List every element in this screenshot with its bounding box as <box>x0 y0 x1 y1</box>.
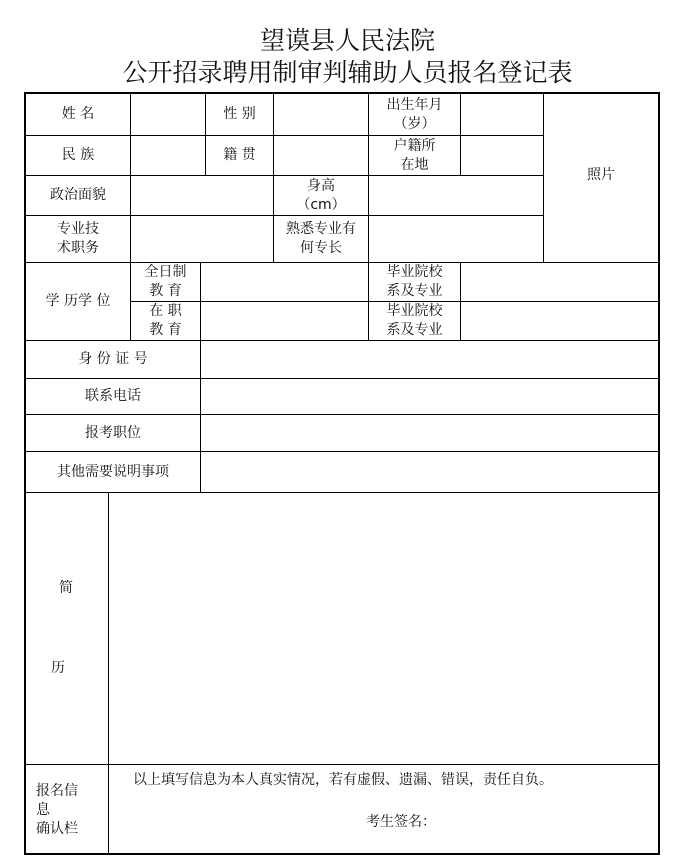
resume-label-char-1: 简 <box>59 579 73 596</box>
form-title-line-2: 公开招录聘用制审判辅助人员报名登记表 <box>122 58 573 87</box>
applied-position-field[interactable] <box>201 415 658 451</box>
fulltime-education-field[interactable] <box>201 263 368 301</box>
birth-date-field[interactable] <box>461 94 543 135</box>
native-place-label: 籍 贯 <box>223 147 256 163</box>
expertise-field[interactable] <box>369 216 543 262</box>
other-notes-field[interactable] <box>201 452 658 492</box>
confirmation-statement: 以上填写信息为本人真实情况，若有虚假、遗漏、错误，责任自负。 <box>133 772 553 788</box>
inservice-school-label: 毕业院校 系及专业 <box>386 303 443 338</box>
fulltime-school-field[interactable] <box>461 263 658 301</box>
political-status-label: 政治面貌 <box>50 187 106 203</box>
name-field[interactable] <box>131 94 205 135</box>
birth-date-label: 出生年月 （岁） <box>386 96 443 132</box>
height-label: 身高 （cm） <box>296 177 346 213</box>
expertise-label: 熟悉专业有 何专长 <box>286 221 356 256</box>
phone-field[interactable] <box>201 379 658 414</box>
resume-label-char-2: 历 <box>51 659 65 676</box>
other-notes-label: 其他需要说明事项 <box>57 463 169 480</box>
inservice-school-field[interactable] <box>461 302 658 340</box>
resume-field[interactable] <box>109 493 658 764</box>
political-status-field[interactable] <box>131 176 273 215</box>
fulltime-school-label: 毕业院校 系及专业 <box>386 264 443 299</box>
confirmation-label: 报名信 息 确认栏 <box>36 782 78 837</box>
id-number-label: 身 份 证 号 <box>78 351 148 367</box>
photo-label: 照片 <box>587 166 615 183</box>
name-label: 姓 名 <box>61 106 95 122</box>
signature-field[interactable] <box>448 808 648 838</box>
native-place-field[interactable] <box>274 136 368 175</box>
ethnicity-field[interactable] <box>131 136 205 175</box>
rule-h <box>24 764 660 765</box>
inservice-education-field[interactable] <box>201 302 368 340</box>
hukou-label: 户籍所 在地 <box>393 137 436 173</box>
tech-title-field[interactable] <box>131 216 273 262</box>
inservice-education-label: 在 职 教 育 <box>149 303 182 338</box>
signature-label: 考生签名： <box>366 814 436 830</box>
photo-box[interactable] <box>544 94 658 262</box>
applied-position-label: 报考职位 <box>85 424 141 441</box>
id-number-field[interactable] <box>201 341 658 378</box>
gender-label: 性 别 <box>223 106 256 122</box>
form-title-line-1: 望谟县人民法院 <box>259 26 435 55</box>
height-field[interactable] <box>369 176 543 215</box>
table-border-bottom <box>24 853 660 855</box>
table-border-right <box>658 92 660 855</box>
education-label: 学 历学 位 <box>45 293 111 309</box>
tech-title-label: 专业技 术职务 <box>57 221 99 256</box>
phone-label: 联系电话 <box>85 388 141 404</box>
ethnicity-label: 民 族 <box>61 147 95 163</box>
fulltime-education-label: 全日制 教 育 <box>144 264 187 299</box>
hukou-field[interactable] <box>461 136 543 175</box>
gender-field[interactable] <box>274 94 368 135</box>
